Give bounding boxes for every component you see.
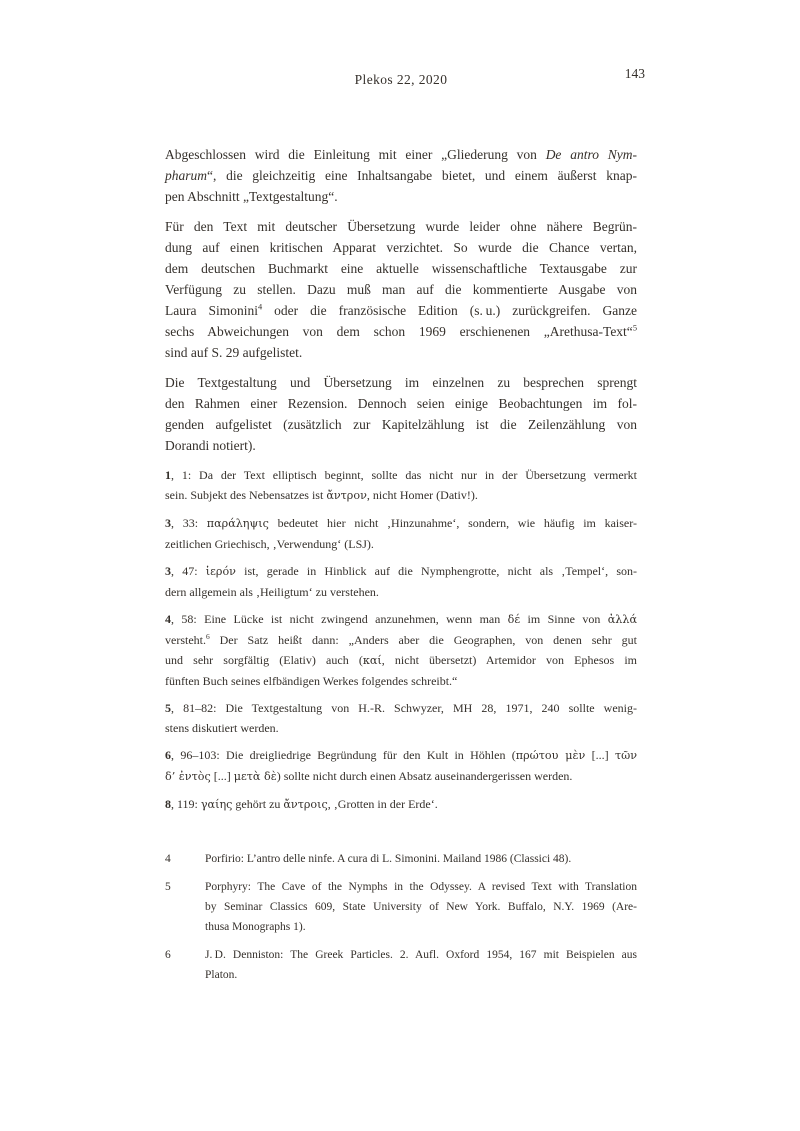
text-run: Die Textgestaltung und Übersetzung im einzelnen zu besprechen sprengt	[165, 375, 637, 390]
text-run: versteht.	[165, 633, 206, 647]
footnote-line	[205, 897, 637, 917]
text-run: thusa Monographs 1).	[205, 921, 306, 933]
line-content	[205, 853, 571, 865]
line-content	[165, 375, 637, 390]
text-run: [...]	[585, 748, 615, 762]
line-content	[165, 219, 637, 234]
line-content	[205, 881, 637, 893]
text-line	[165, 372, 637, 393]
line-content	[165, 721, 279, 735]
footnote-text	[205, 877, 637, 937]
note-item	[165, 465, 637, 506]
text-line	[165, 144, 637, 165]
footnote-marker: 4	[257, 302, 263, 312]
text-run: sind auf S. 29 aufgelistet.	[165, 345, 303, 360]
line-content	[165, 701, 637, 715]
text-line	[165, 609, 637, 630]
footnote-text	[205, 849, 637, 869]
line-content	[205, 901, 637, 913]
text-run: zeitlichen Griechisch, ‚Verwendung‘ (LSJ).	[165, 537, 374, 551]
line-content	[165, 324, 637, 339]
note-item	[165, 745, 637, 787]
line-content	[165, 797, 438, 811]
text-run: dem deutschen Buchmarkt eine aktuelle wissenschaftliche Textausgabe zur	[165, 261, 637, 276]
text-run: ist, gerade in Hinblick auf die Nymphengrotte, nicht als ‚Tempel‘, son-	[235, 564, 637, 578]
footnote-number: 5	[165, 881, 171, 893]
line-content	[165, 468, 637, 482]
text-line	[165, 485, 637, 506]
line-content	[165, 488, 478, 502]
text-line	[165, 342, 637, 363]
text-run: , 81–82: Die Textgestaltung von H.-R. Schwyzer, MH 28, 1971, 240 sollte wenig-	[171, 701, 637, 715]
line-content	[165, 147, 637, 162]
line-content	[165, 674, 457, 688]
line-content	[165, 653, 637, 667]
footnote-line	[205, 877, 637, 897]
footnote-line	[205, 849, 637, 869]
text-run: sechs Abweichungen von dem schon 1969 erschienenen „Arethusa-Text“	[165, 324, 633, 339]
bold-lemma-number: 3	[165, 564, 171, 578]
text-line	[165, 698, 637, 718]
line-content	[205, 969, 237, 981]
text-run: Laura Simonini	[165, 303, 258, 318]
greek-text-run: ἱερόν	[205, 565, 236, 578]
footnote-marker: 6	[206, 632, 210, 641]
text-line	[165, 465, 637, 485]
text-run: , nicht Homer (Dativ!).	[366, 488, 478, 502]
note-item	[165, 794, 637, 815]
line-content	[165, 396, 637, 411]
bold-lemma-number: 5	[165, 701, 171, 715]
text-run: Verfügung zu stellen. Dazu muß man auf die kommentierte Ausgabe von	[165, 282, 637, 297]
text-line	[165, 745, 637, 766]
page-body	[165, 144, 637, 815]
text-run: J. D. Denniston: The Greek Particles. 2. Aufl. Oxford 1954, 167 mit Beispielen aus	[205, 949, 637, 961]
greek-text-run: γαίης	[200, 798, 233, 811]
text-run: im Sinne von	[520, 612, 608, 626]
text-line	[165, 414, 637, 435]
text-line	[165, 794, 637, 815]
line-content	[165, 282, 637, 297]
text-run: fünften Buch seines elfbändigen Werkes folgendes schreibt.“	[165, 674, 458, 688]
line-content	[165, 345, 302, 360]
text-run: pen Abschnitt „Textgestaltung“.	[165, 189, 338, 204]
text-run: genden aufgelistet (zusätzlich zur Kapitelzählung ist die Zeilenzählung von	[165, 417, 637, 432]
text-line	[165, 237, 637, 258]
greek-text-run: δέ	[507, 613, 521, 626]
text-line	[165, 513, 637, 534]
text-line	[165, 258, 637, 279]
text-line	[165, 630, 637, 650]
line-content	[165, 168, 637, 183]
footnote-line	[205, 965, 637, 985]
line-content	[165, 189, 338, 204]
greek-text-run: ἄντρον	[326, 489, 367, 502]
italic-text-run: De antro Nym-	[545, 147, 637, 162]
text-run: , 33:	[171, 516, 207, 530]
body-paragraph	[165, 372, 637, 456]
text-run: ) sollte nicht durch einen Absatz auseinandergerissen werden.	[276, 769, 573, 783]
text-line	[165, 718, 637, 738]
line-content	[205, 921, 306, 933]
bold-lemma-number: 6	[165, 748, 171, 762]
text-line	[165, 393, 637, 414]
journal-title: Plekos 22, 2020	[354, 72, 448, 87]
text-line	[165, 650, 637, 671]
bold-lemma-number: 1	[165, 468, 171, 482]
text-line	[165, 279, 637, 300]
footnote-text	[205, 945, 637, 985]
line-content	[165, 303, 637, 318]
text-run: Abgeschlossen wird die Einleitung mit einer „Gliederung von	[165, 147, 546, 162]
text-line	[165, 435, 637, 456]
line-content	[165, 769, 572, 783]
greek-text-run: πρώτου μὲν	[515, 749, 586, 762]
note-item	[165, 513, 637, 554]
text-column	[165, 0, 645, 993]
text-run: stens diskutiert werden.	[165, 721, 279, 735]
line-content	[165, 438, 256, 453]
text-run: , 47:	[171, 564, 206, 578]
greek-text-run: ἀλλά	[607, 613, 637, 626]
italic-text-run: pharum	[165, 168, 208, 183]
text-run: Dorandi notiert).	[165, 438, 256, 453]
footnote-line	[205, 945, 637, 965]
text-run: , 58: Eine Lücke ist nicht zwingend anzunehmen, wenn man	[171, 612, 508, 626]
bold-lemma-number: 4	[165, 612, 171, 626]
line-content	[165, 537, 374, 551]
line-content	[165, 240, 637, 255]
text-line	[165, 534, 637, 554]
text-line	[165, 216, 637, 237]
footnote	[165, 877, 637, 937]
text-run: Porphyry: The Cave of the Nymphs in the Odyssey. A revised Text with Translation	[205, 881, 637, 893]
body-paragraph	[165, 216, 637, 363]
line-content	[165, 585, 379, 599]
text-run: , 119:	[171, 797, 201, 811]
text-line	[165, 186, 637, 207]
greek-text-run: καί	[362, 654, 382, 667]
text-run: , 1: Da der Text elliptisch beginnt, sollte das nicht nur in der Übersetzung vermerkt	[171, 468, 637, 482]
line-content	[165, 417, 637, 432]
text-run: Porfirio: L’antro delle ninfe. A cura di L. Simonini. Mailand 1986 (Classici 48).	[205, 853, 572, 865]
footnote-line	[205, 917, 637, 937]
greek-text-run: ἄντροις	[283, 798, 328, 811]
footnote	[165, 945, 637, 985]
note-item	[165, 609, 637, 691]
greek-text-run: δ’ ἐντὸς	[165, 770, 211, 783]
text-line	[165, 300, 637, 321]
text-run: den Rahmen einer Rezension. Dennoch seien einige Beobachtungen im fol-	[165, 396, 637, 411]
bold-lemma-number: 3	[165, 516, 171, 530]
text-line	[165, 766, 637, 787]
footnote-marker: 5	[632, 323, 637, 333]
text-line	[165, 561, 637, 582]
line-content	[165, 516, 637, 530]
text-run: und sehr sorgfältig (Elativ) auch (	[165, 653, 363, 667]
text-run: sein. Subjekt des Nebensatzes ist	[165, 488, 327, 502]
text-run: dung auf einen kritischen Apparat verzichtet. So wurde die Chance vertan,	[165, 240, 637, 255]
text-run: , 96–103: Die dreigliedrige Begründung für den Kult in Höhlen (	[171, 748, 516, 762]
footnote-number: 4	[165, 853, 171, 865]
text-run: Für den Text mit deutscher Übersetzung wurde leider ohne nähere Begrün-	[165, 219, 637, 234]
line-content	[165, 612, 637, 626]
text-line	[165, 671, 637, 691]
bold-lemma-number: 8	[165, 797, 171, 811]
greek-text-run: παράληψις	[206, 517, 269, 530]
note-item	[165, 698, 637, 738]
note-item	[165, 561, 637, 602]
greek-text-run: τῶν	[614, 749, 637, 762]
page-number: 143	[624, 66, 645, 81]
body-paragraph	[165, 144, 637, 207]
text-run: oder die französische Edition (s. u.) zurückgreifen. Ganze	[262, 303, 637, 318]
running-header	[165, 66, 645, 92]
footnote	[165, 849, 637, 869]
line-content	[165, 261, 637, 276]
text-line	[165, 321, 637, 342]
line-content	[165, 564, 637, 578]
text-run: “, die gleichzeitig eine Inhaltsangabe bietet, und einem äußerst knap-	[207, 168, 637, 183]
text-run: dern allgemein als ‚Heiligtum‘ zu verstehen.	[165, 585, 379, 599]
footnote-number: 6	[165, 949, 171, 961]
line-content	[205, 949, 637, 961]
text-run: gehört zu	[232, 797, 284, 811]
text-run: by Seminar Classics 609, State University of New York. Buffalo, N.Y. 1969 (Are-	[205, 901, 637, 913]
text-run: , nicht übersetzt) Artemidor von Ephesos im	[381, 653, 637, 667]
line-content	[165, 748, 637, 762]
text-run: Der Satz heißt dann: „Anders aber die Geographen, von denen sehr gut	[209, 633, 637, 647]
text-line	[165, 165, 637, 186]
footnotes-section	[165, 849, 637, 985]
text-run: Platon.	[205, 969, 238, 981]
line-content	[165, 633, 637, 647]
text-run: , ‚Grotten in der Erde‘.	[327, 797, 438, 811]
greek-text-run: μετὰ δὲ	[233, 770, 277, 783]
text-line	[165, 582, 637, 602]
text-run: [...]	[210, 769, 234, 783]
text-run: bedeutet hier nicht ‚Hinzunahme‘, sondern, wie häufig im kaiser-	[268, 516, 637, 530]
